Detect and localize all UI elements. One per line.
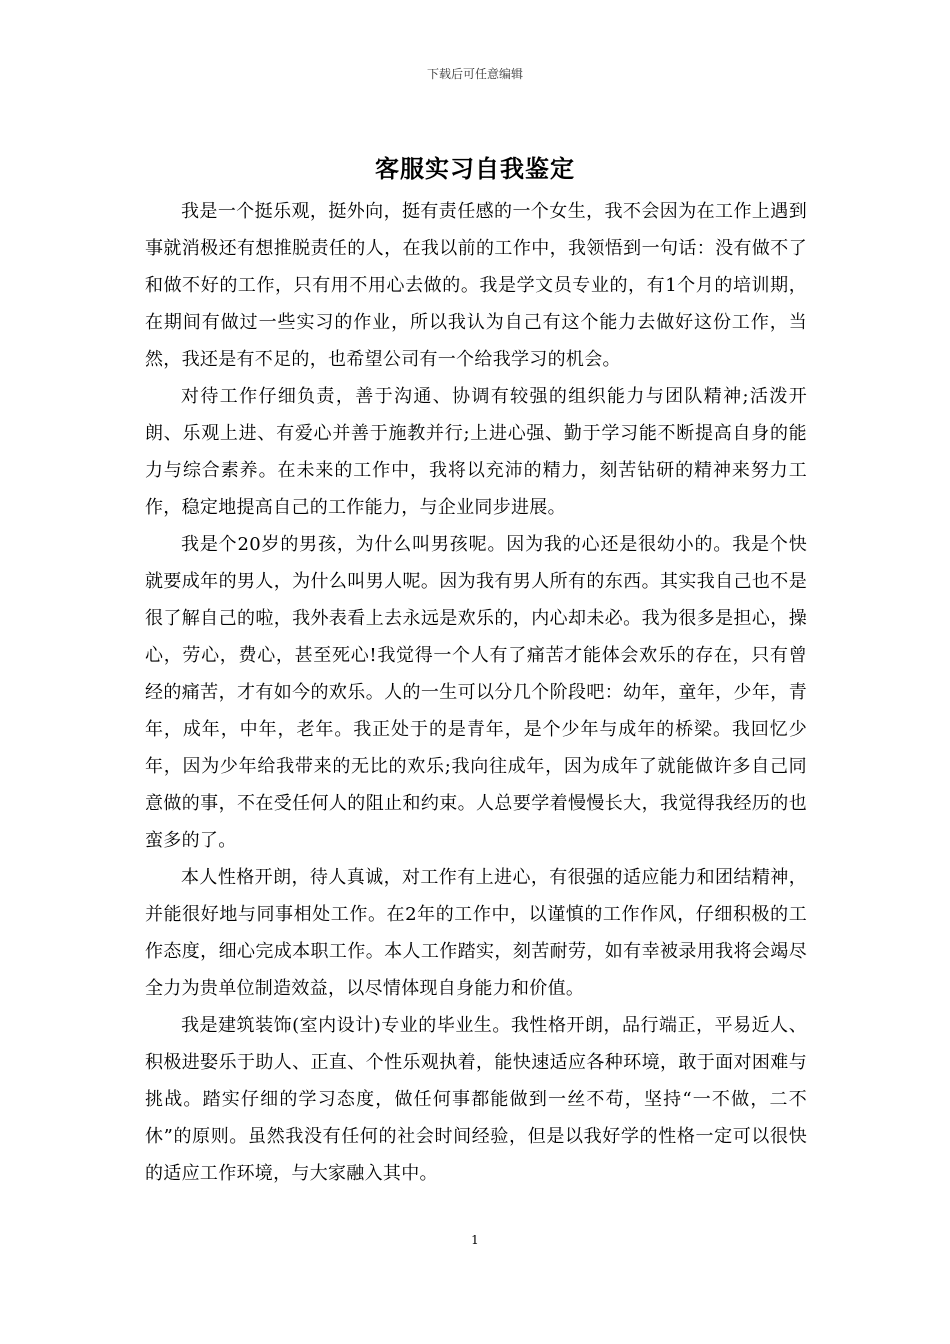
document-title: 客服实习自我鉴定 <box>375 154 575 183</box>
document-body <box>145 193 807 1192</box>
paragraph: 我是个20岁的男孩，为什么叫男孩呢。因为我的心还是很幼小的。我是个快就要成年的男人，为什么叫男人呢。因为我有男人所有的东西。其实我自己也不是很了解自己的啦，我外表看上去永远是欢乐的，内心却未必。我为很多是担心，操心，劳心，费心，甚至死心!我觉得一个人有了痛苦才能体会欢乐的存在，只有曾经的痛苦，才有如今的欢乐。人的一生可以分几个阶段吧：幼年，童年，少年，青年，成年，中年，老年。我正处于的是青年，是个少年与成年的桥梁。我回忆少年，因为少年给我带来的无比的欢乐;我向往成年，因为成年了就能做许多自己同意做的事，不在受任何人的阻止和约束。人总要学着慢慢长大，我觉得我经历的也蛮多的了。 <box>145 534 807 851</box>
paragraph: 我是一个挺乐观，挺外向，挺有责任感的一个女生，我不会因为在工作上遇到事就消极还有想推脱责任的人，在我以前的工作中，我领悟到一句话：没有做不了和做不好的工作，只有用不用心去做的。我是学文员专业的，有1个月的培训期，在期间有做过一些实习的作业，所以我认为自己有这个能力去做好这份工作，当然，我还是有不足的，也希望公司有一个给我学习的机会。 <box>145 201 807 370</box>
paragraph: 我是建筑装饰(室内设计)专业的毕业生。我性格开朗，品行端正，平易近人、积极进娶乐于助人、正直、个性乐观执着，能快速适应各种环境，敢于面对困难与挑战。踏实仔细的学习态度，做任何事都能做到一丝不苟，坚持“一不做，二不休”的原则。虽然我没有任何的社会时间经验，但是以我好学的性格一定可以很快的适应工作环境，与大家融入其中。 <box>145 1015 807 1184</box>
page-number: 1 <box>471 1233 479 1247</box>
page-header: 下载后可任意编辑 <box>426 67 523 81</box>
paragraph: 本人性格开朗，待人真诚，对工作有上进心，有很强的适应能力和团结精神，并能很好地与同事相处工作。在2年的工作中，以谨慎的工作作风，仔细积极的工作态度，细心完成本职工作。本人工作踏实，刻苦耐劳，如有幸被录用我将会竭尽全力为贵单位制造效益，以尽情体现自身能力和价值。 <box>145 867 807 999</box>
paragraph: 对待工作仔细负责，善于沟通、协调有较强的组织能力与团队精神;活泼开朗、乐观上进、有爱心并善于施教并行;上进心强、勤于学习能不断提高自身的能力与综合素养。在未来的工作中，我将以充沛的精力，刻苦钻研的精神来努力工作，稳定地提高自己的工作能力，与企业同步进展。 <box>145 386 807 518</box>
